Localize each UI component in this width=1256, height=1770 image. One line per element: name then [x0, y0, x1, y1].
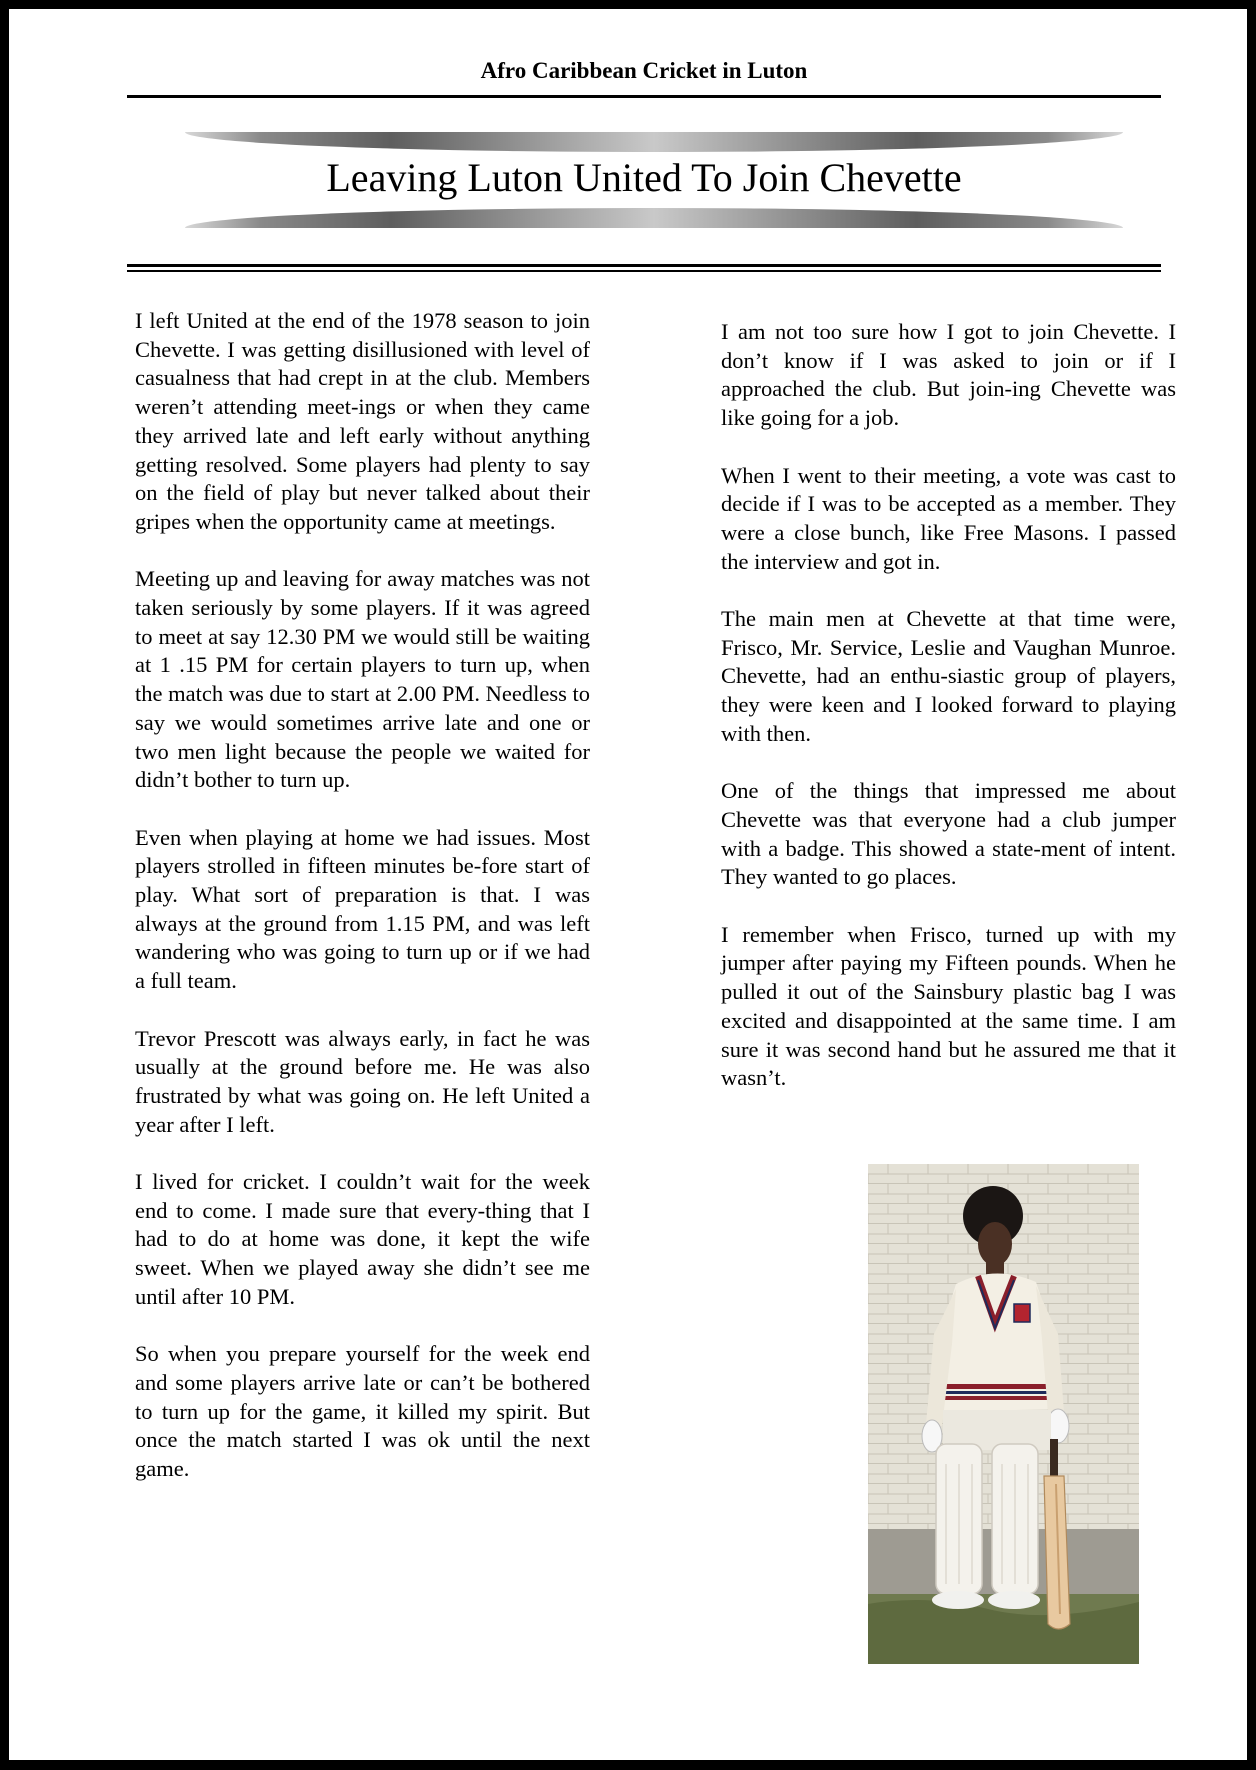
cricketer-illustration	[868, 1164, 1139, 1664]
header-rule	[127, 95, 1161, 98]
left-column	[135, 307, 590, 1512]
paragraph: I lived for cricket. I couldn’t wait for the week end to come. I made sure that every-thing that I had to do at home was done, it kept the wife sweet. When we played away she didn’t see me until after 10 PM.	[135, 1169, 590, 1309]
title-double-rule-lower	[127, 270, 1161, 272]
paragraph: When I went to their meeting, a vote was cast to decide if I was to be accepted as a member. They were a close bunch, like Free Masons. I passed the interview and got in.	[721, 462, 1176, 574]
paragraph: The main men at Chevette at that time were, Frisco, Mr. Service, Leslie and Vaughan Munroe. Chevette, had an enthu-siastic group of players, they were keen and I looked forward to playing with then.	[721, 606, 1176, 746]
right-column	[721, 318, 1176, 1122]
paragraph: I remember when Frisco, turned up with my jumper after paying my Fifteen pounds. When he pulled it out of the Sainsbury plastic bag I was excited and disappointed at the same time. I am sure it was second hand but he assured me that it wasn’t.	[721, 921, 1176, 1091]
paragraph: Meeting up and leaving for away matches was not taken seriously by some players. If it was agreed to meet at say 12.30 PM we would still be waiting at 1 .15 PM for certain players to turn up, when the match was due to start at 2.00 PM. Needless to say we would sometimes arrive late and one or two men light because the people we waited for didn’t bother to turn up.	[135, 566, 590, 793]
article-title: Leaving Luton United To Join Chevette	[326, 155, 962, 200]
paragraph: So when you prepare yourself for the week end and some players arrive late or can’t be bothered to turn up for the game, it killed my spirit. But once the match started I was ok until the next game.	[135, 1341, 590, 1482]
paragraph: Even when playing at home we had issues. Most players strolled in fifteen minutes be-fore start of play. What sort of preparation is that. I was always at the ground from 1.15 PM, and was left wandering who was going to turn up or if we had a full team.	[135, 824, 590, 994]
paragraph: One of the things that impressed me about Chevette was that everyone had a club jumper with a badge. This showed a state-ment of intent. They wanted to go places.	[721, 778, 1176, 890]
running-header: Afro Caribbean Cricket in Luton	[480, 58, 808, 83]
title-double-rule-upper	[127, 264, 1161, 267]
cricketer-photo	[868, 1164, 1139, 1664]
paragraph: Trevor Prescott was always early, in fact he was usually at the ground before me. He was also frustrated by what was going on. He left United a year after I left.	[135, 1025, 590, 1137]
paragraph: I am not too sure how I got to join Chevette. I don’t know if I was asked to join or if I approached the club. But join-ing Chevette was like going for a job.	[721, 319, 1176, 431]
paragraph: I left United at the end of the 1978 season to join Chevette. I was getting disillusioned with level of casualness that had crept in at the club. Members weren’t attending meet-ings or when they came they arrived late and left early without anything getting resolved. Some players had plenty to say on the field of play but never talked about their gripes when the opportunity came at meetings.	[135, 308, 590, 534]
